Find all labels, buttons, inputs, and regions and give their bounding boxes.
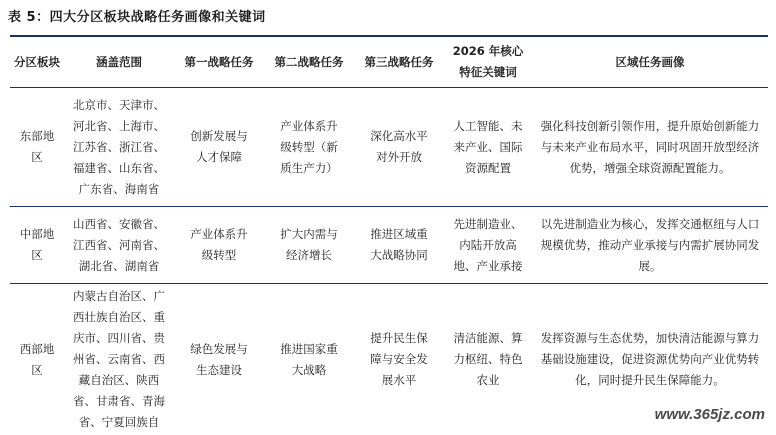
table-row	[10, 88, 768, 207]
keywords-cell: 先进制造业、内陆开放高地、产业承接	[444, 207, 532, 284]
header-coverage: 涵盖范围	[64, 36, 174, 88]
keywords-cell: 清洁能源、算力枢纽、特色农业	[444, 284, 532, 435]
region-cell: 西部地区	[10, 284, 64, 435]
coverage-cell: 内蒙古自治区、广西壮族自治区、重庆市、四川省、贵州省、云南省、西藏自治区、陕西省、甘肃省、青海省、宁夏回族自	[64, 284, 174, 435]
task2-cell: 推进国家重大战略	[264, 284, 354, 435]
task1-cell: 创新发展与人才保障	[174, 88, 264, 207]
header-task2: 第二战略任务	[264, 36, 354, 88]
table-caption: 表 5：四大分区板块战略任务画像和关键词	[8, 6, 266, 25]
portrait-cell: 发挥资源与生态优势，加快清洁能源与算力基础设施建设，促进资源优势向产业优势转化，同时提升民生保障能力。	[532, 284, 768, 435]
task1-cell: 产业体系升级转型	[174, 207, 264, 284]
task3-cell: 深化高水平对外开放	[354, 88, 444, 207]
header-task1: 第一战略任务	[174, 36, 264, 88]
task1-cell: 绿色发展与生态建设	[174, 284, 264, 435]
portrait-cell: 以先进制造业为核心，发挥交通枢纽与人口规模优势，推动产业承接与内需扩展协同发展。	[532, 207, 768, 284]
header-portrait: 区域任务画像	[532, 36, 768, 88]
table-row	[10, 207, 768, 284]
task3-cell: 提升民生保障与安全发展水平	[354, 284, 444, 435]
header-task3: 第三战略任务	[354, 36, 444, 88]
site-watermark: www.365jz.com	[652, 406, 768, 423]
strategy-table	[10, 35, 768, 435]
header-keywords: 2026 年核心特征关键词	[444, 36, 532, 88]
keywords-cell: 人工智能、未来产业、国际资源配置	[444, 88, 532, 207]
region-cell: 中部地区	[10, 207, 64, 284]
header-region: 分区板块	[10, 36, 64, 88]
task3-cell: 推进区域重大战略协同	[354, 207, 444, 284]
coverage-cell: 山西省、安徽省、江西省、河南省、湖北省、湖南省	[64, 207, 174, 284]
header-row	[10, 36, 768, 88]
portrait-cell: 强化科技创新引领作用，提升原始创新能力与未来产业布局水平，同时巩固开放型经济优势，增强全球资源配置能力。	[532, 88, 768, 207]
task2-cell: 产业体系升级转型（新质生产力）	[264, 88, 354, 207]
coverage-cell: 北京市、天津市、河北省、上海市、江苏省、浙江省、福建省、山东省、广东省、海南省	[64, 88, 174, 207]
region-cell: 东部地区	[10, 88, 64, 207]
task2-cell: 扩大内需与经济增长	[264, 207, 354, 284]
